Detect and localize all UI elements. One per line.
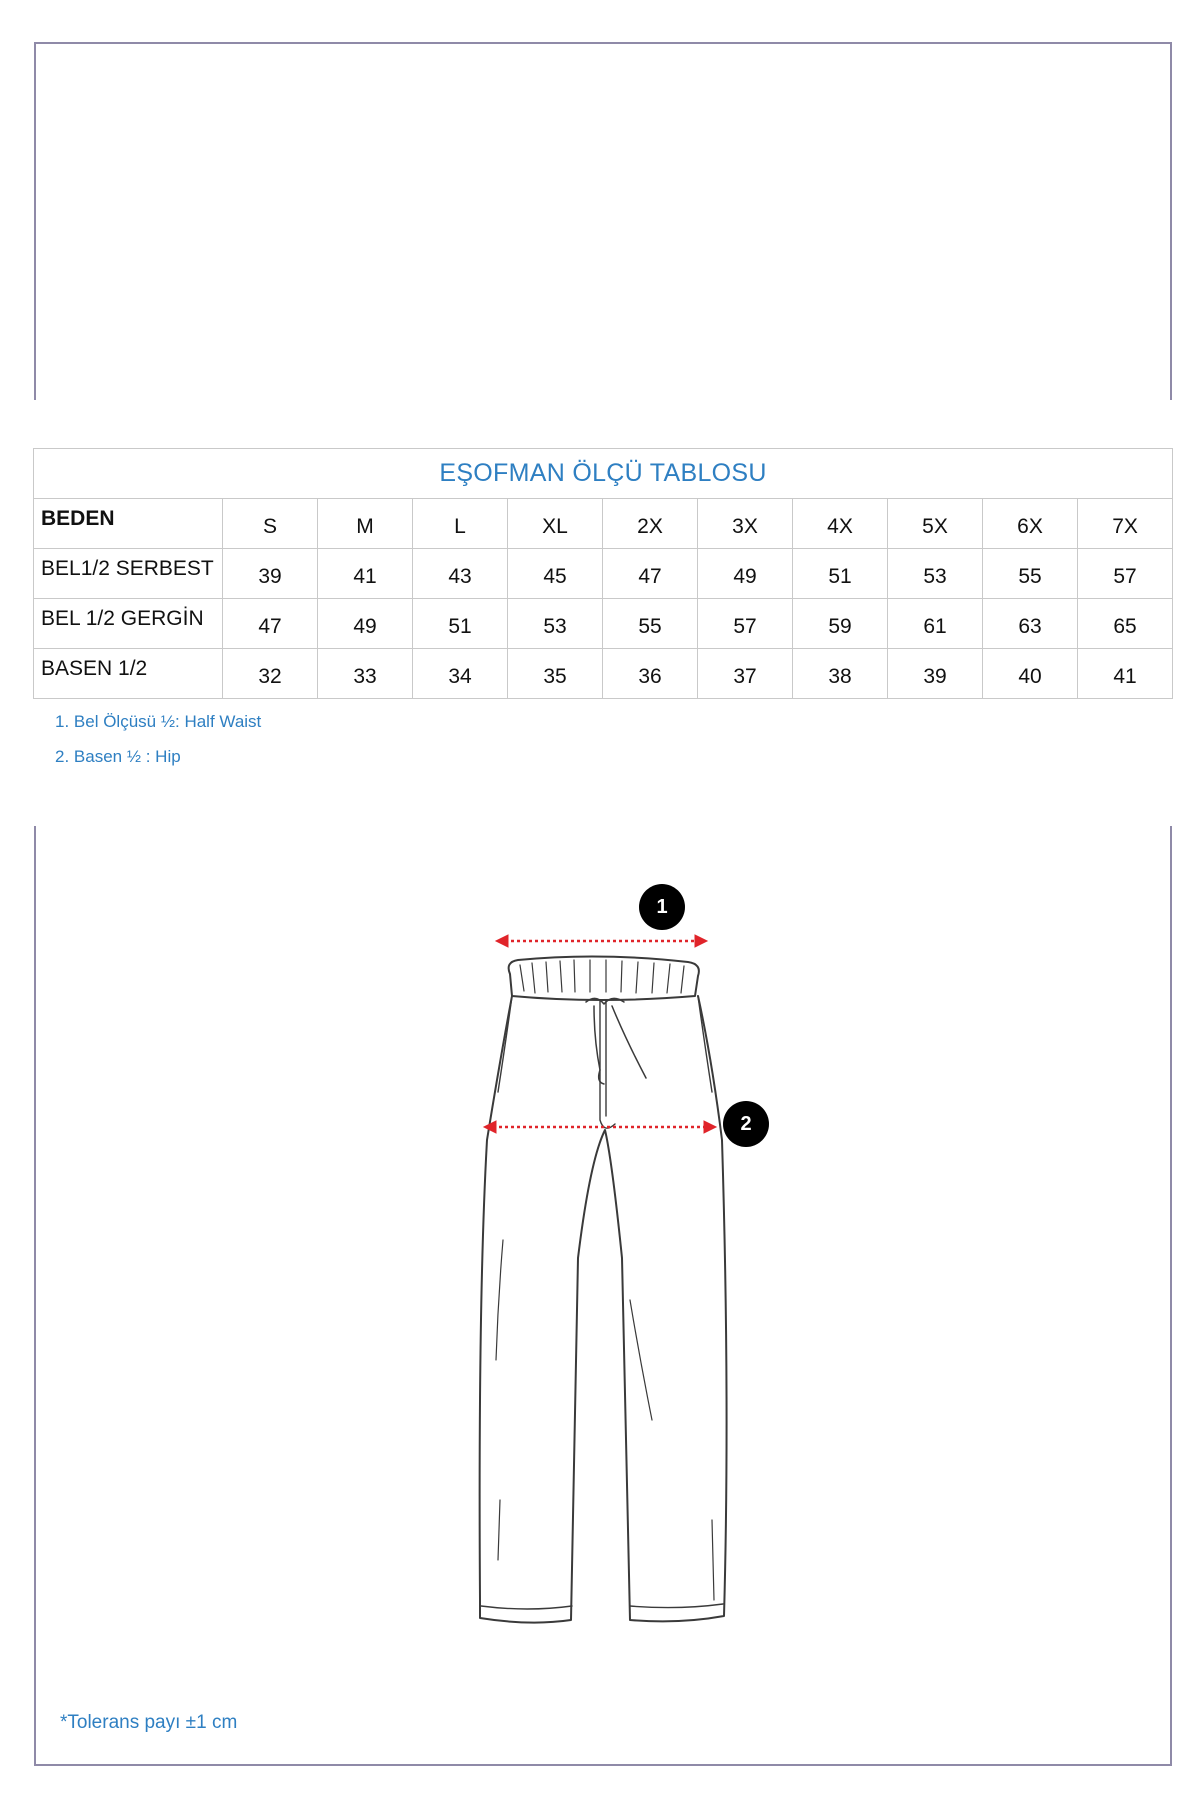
- table-cell: 47: [223, 599, 318, 649]
- table-cell: 59: [793, 599, 888, 649]
- note-hip: 2. Basen ½ : Hip: [55, 747, 181, 766]
- fly: [600, 1000, 615, 1128]
- table-title: EŞOFMAN ÖLÇÜ TABLOSU: [34, 449, 1173, 499]
- table-cell: 36: [603, 649, 698, 699]
- size-header-5x: 5X: [888, 499, 983, 549]
- pocket-right: [698, 996, 712, 1092]
- size-header-7x: 7X: [1078, 499, 1173, 549]
- note-waist: 1. Bel Ölçüsü ½: Half Waist: [55, 712, 262, 731]
- table-cell: 39: [223, 549, 318, 599]
- table-cell: 34: [413, 649, 508, 699]
- table-cell: 41: [1078, 649, 1173, 699]
- table-cell: 51: [793, 549, 888, 599]
- row-label: BEL1/2 SERBEST: [34, 549, 223, 599]
- table-cell: 40: [983, 649, 1078, 699]
- marker-1: 1: [639, 884, 685, 930]
- row-label: BASEN 1/2: [34, 649, 223, 699]
- waistband: [509, 956, 699, 1000]
- table-cell: 43: [413, 549, 508, 599]
- table-cell: 35: [508, 649, 603, 699]
- hem-right: [630, 1604, 723, 1608]
- table-cell: 53: [508, 599, 603, 649]
- size-header-m: M: [318, 499, 413, 549]
- table-cell: 51: [413, 599, 508, 649]
- hip-measure-line: [484, 1121, 716, 1133]
- pants-outline: [480, 996, 727, 1623]
- drawstring: [586, 998, 646, 1084]
- size-header-3x: 3X: [698, 499, 793, 549]
- table-cell: 55: [983, 549, 1078, 599]
- crease-right: [630, 1300, 714, 1600]
- tolerance-note: *Tolerans payı ±1 cm: [60, 1712, 238, 1733]
- size-header-4x: 4X: [793, 499, 888, 549]
- table-cell: 63: [983, 599, 1078, 649]
- table-cell: 33: [318, 649, 413, 699]
- table-cell: 37: [698, 649, 793, 699]
- table-cell: 55: [603, 599, 698, 649]
- size-header-6x: 6X: [983, 499, 1078, 549]
- table-cell: 65: [1078, 599, 1173, 649]
- table-cell: 45: [508, 549, 603, 599]
- crease-left: [496, 1240, 503, 1560]
- table-cell: 32: [223, 649, 318, 699]
- table-cell: 49: [698, 549, 793, 599]
- size-header-2x: 2X: [603, 499, 698, 549]
- marker-2: 2: [723, 1101, 769, 1147]
- waist-measure-line: [496, 935, 707, 947]
- hem-left: [481, 1606, 572, 1609]
- table-cell: 38: [793, 649, 888, 699]
- table-cell: 41: [318, 549, 413, 599]
- table-cell: 47: [603, 549, 698, 599]
- table-cell: 57: [1078, 549, 1173, 599]
- size-header-s: S: [223, 499, 318, 549]
- table-cell: 61: [888, 599, 983, 649]
- size-header-xl: XL: [508, 499, 603, 549]
- waistband-gathers: [520, 960, 684, 993]
- row-label: BEL 1/2 GERGİN: [34, 599, 223, 649]
- table-cell: 53: [888, 549, 983, 599]
- pocket-left: [498, 996, 512, 1092]
- header-label: BEDEN: [34, 499, 223, 549]
- table-cell: 57: [698, 599, 793, 649]
- table-cell: 49: [318, 599, 413, 649]
- size-header-l: L: [413, 499, 508, 549]
- table-cell: 39: [888, 649, 983, 699]
